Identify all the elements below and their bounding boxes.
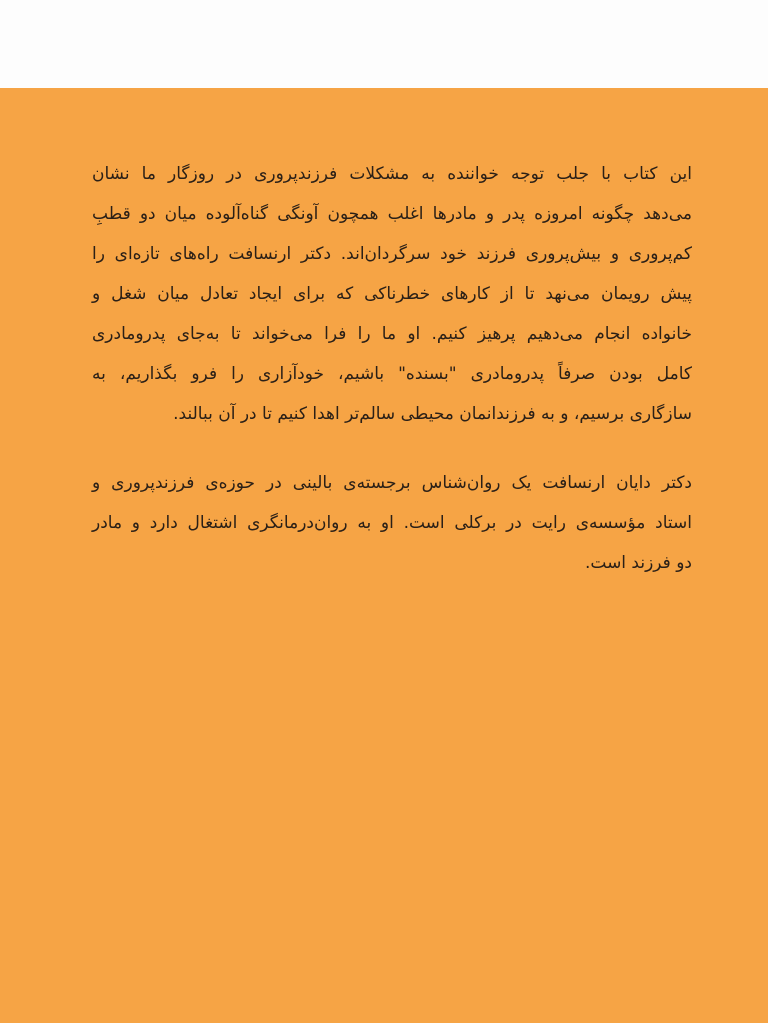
- text-line: سازگاری برسیم، و به فرزندانمان محیطی سالم‌تر اهدا کنیم تا در آن ببالند.: [173, 404, 692, 424]
- page-top-margin: [0, 0, 768, 88]
- text-line: خانواده انجام می‌دهیم پرهیز کنیم. او ما را فرا می‌خواند تا به‌جای پدرومادری: [92, 324, 692, 344]
- text-line: می‌دهد چگونه امروزه پدر و مادرها اغلب همچون آونگی گناه‌آلوده میان دو قطبِ: [92, 204, 692, 224]
- text-line: این کتاب با جلب توجه خواننده به مشکلات فرزندپروری در روزگار ما نشان: [92, 164, 692, 184]
- text-line: پیش رویمان می‌نهد تا از کارهای خطرناکی که برای ایجاد تعادل میان شغل و: [92, 284, 692, 304]
- text-line: کم‌پروری و بیش‌پروری فرزند خود سرگردان‌اند. دکتر ارنسافت راه‌های تازه‌ای را: [92, 244, 692, 264]
- text-line: استاد مؤسسه‌ی رایت در برکلی است. او به روان‌درمانگری اشتغال دارد و مادر: [92, 513, 692, 533]
- text-line: کامل بودن صرفاً پدرومادری "بسنده" باشیم، خودآزاری را فرو بگذاریم، به: [92, 364, 692, 384]
- book-description-paragraph: [92, 154, 692, 434]
- author-bio-paragraph: [92, 463, 692, 583]
- text-line: دو فرزند است.: [584, 553, 692, 573]
- text-line: دکتر دایان ارنسافت یک روان‌شناس برجسته‌ی بالینی در حوزه‌ی فرزندپروری و: [92, 473, 692, 493]
